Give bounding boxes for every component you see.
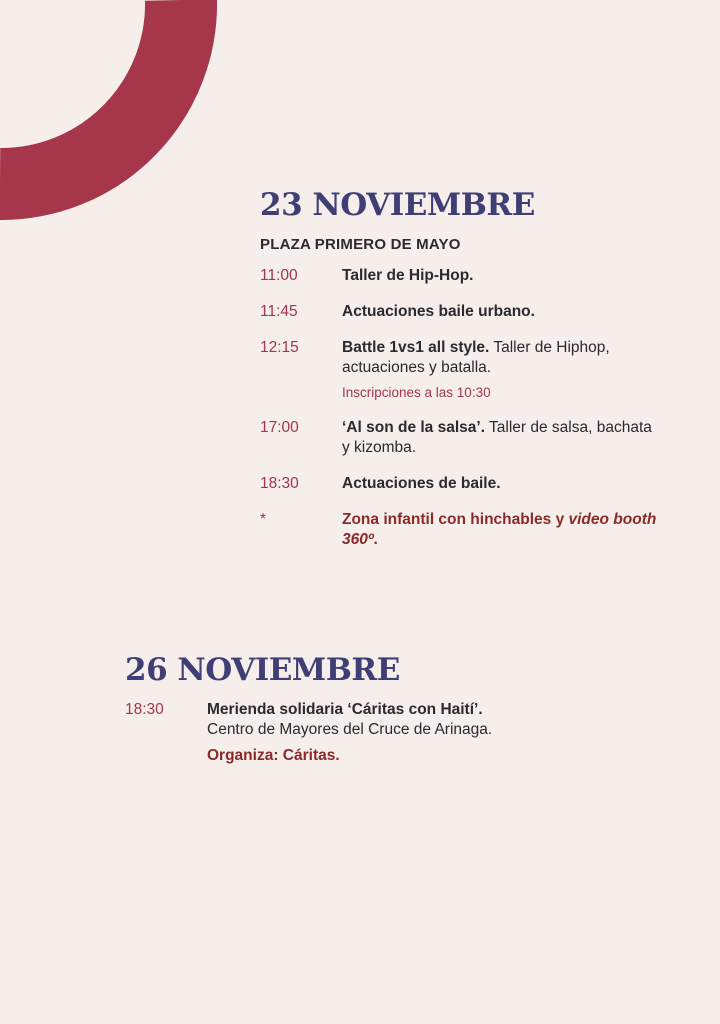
event-time: 11:00 [260, 267, 298, 284]
date-heading: 23 NOVIEMBRE [260, 187, 535, 223]
event-row [260, 474, 660, 494]
registration-note: Inscripciones a las 10:30 [342, 385, 491, 400]
event-time: 12:15 [260, 339, 299, 356]
event-description: Actuaciones de baile. [342, 475, 501, 492]
date-heading: 26 NOVIEMBRE [125, 652, 400, 688]
event-description: Merienda solidaria ‘Cáritas con Haití’. Centro de Mayores del Cruce de Arinaga. Organiza: Cáritas. [207, 700, 645, 766]
organizer-note: Organiza: Cáritas. [207, 747, 340, 764]
venue-label: PLAZA PRIMERO DE MAYO [260, 236, 461, 253]
kids-zone-note: Zona infantil con hinchables y video booth 360º. [342, 511, 657, 548]
event-description: Taller de Hip-Hop. [342, 267, 474, 284]
day-23-section [260, 186, 660, 550]
event-time: 18:30 [260, 475, 299, 492]
event-time: 17:00 [260, 419, 299, 436]
event-description: Battle 1vs1 all style. Taller de Hiphop, actuaciones y batalla. Inscripciones a las 10:30 [342, 338, 660, 402]
event-time: 11:45 [260, 303, 298, 320]
extra-row [260, 510, 660, 550]
event-row [260, 418, 660, 458]
event-row [125, 700, 645, 766]
event-row [260, 338, 660, 402]
event-description: Actuaciones baile urbano. [342, 303, 535, 320]
event-row [260, 266, 660, 286]
decorative-arc [0, 0, 230, 230]
asterisk-marker: * [260, 511, 267, 528]
day-26-section [125, 651, 645, 766]
event-description: ‘Al son de la salsa’. Taller de salsa, bachata y kizomba. [342, 419, 652, 456]
event-row [260, 302, 660, 322]
event-time: 18:30 [125, 701, 164, 718]
